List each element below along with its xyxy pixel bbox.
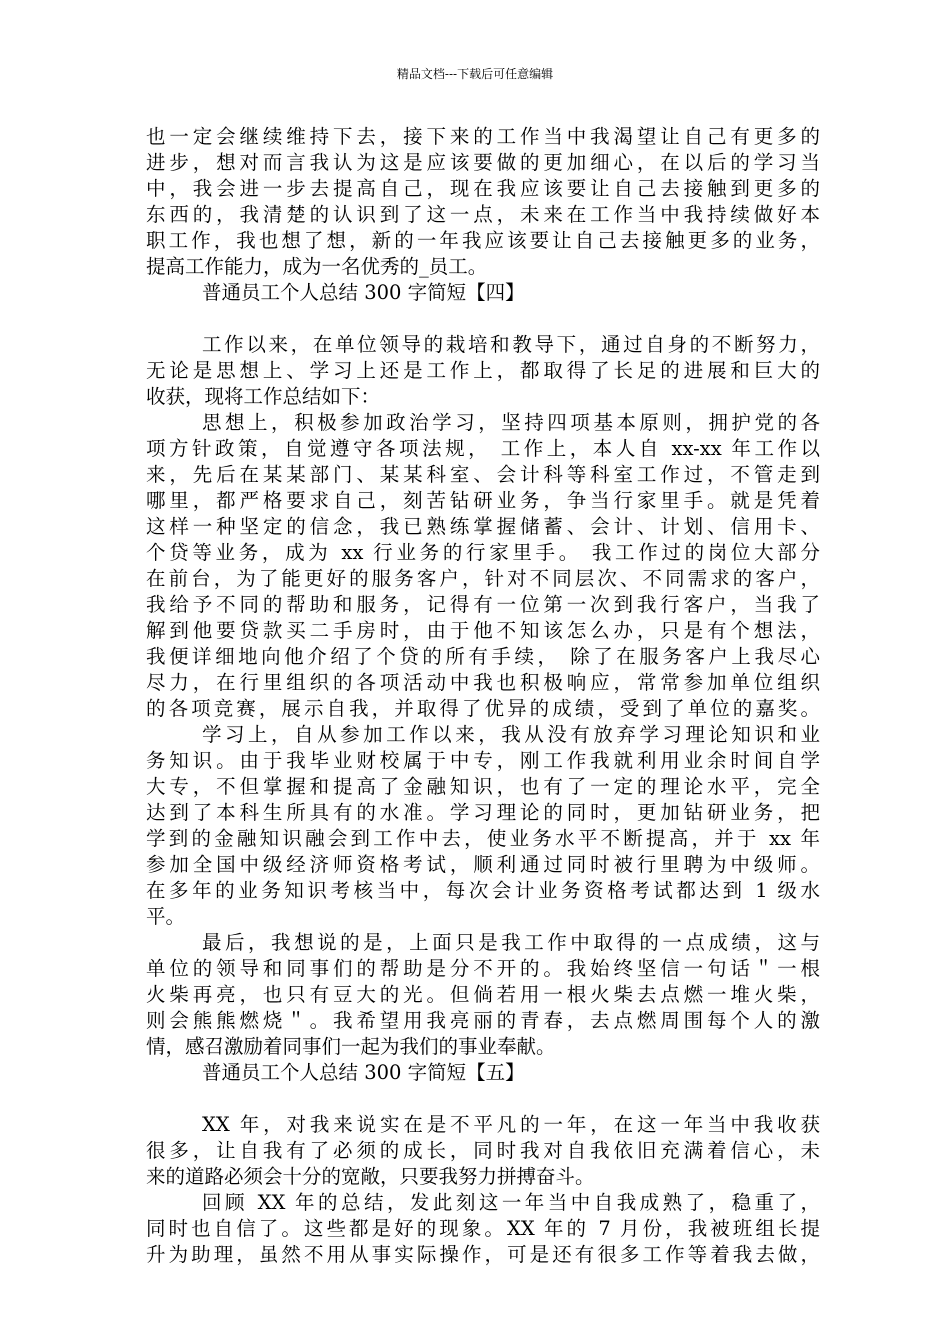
- text-line: 情，感召激励着同事们一起为我们的事业奉献。: [146, 1035, 556, 1058]
- text-line: 单位的领导和同事们的帮助是分不开的。我始终坚信一句话＂一根: [146, 957, 820, 980]
- text-line: 职工作，我也想了想，新的一年我应该要让自己去接触更多的业务，: [146, 229, 820, 252]
- text-line: 来的道路必须会十分的宽敞，只要我努力拼搏奋斗。: [146, 1165, 595, 1188]
- text-line: 进步，想对而言我认为这是应该要做的更加细心，在以后的学习当: [146, 151, 820, 174]
- blank-line: [146, 306, 820, 332]
- text-line: 无论是思想上、学习上还是工作上，都取得了长足的进展和巨大的: [146, 359, 820, 382]
- text-line: 我便详细地向他介绍了个贷的所有手续， 除了在服务客户上我尽心: [146, 645, 820, 668]
- text-line: 火柴再亮，也只有豆大的光。但倘若用一根火柴去点燃一堆火柴，: [146, 983, 820, 1006]
- text-line: XX 年，对我来说实在是不平凡的一年，在这一年当中我收获: [202, 1113, 820, 1136]
- text-line: 中，我会进一步去提高自己，现在我应该要让自己去接触到更多的: [146, 177, 820, 200]
- text-line: 项方针政策，自觉遵守各项法规， 工作上，本人自 xx-xx 年工作以: [146, 437, 820, 460]
- text-line: 东西的，我清楚的认识到了这一点，未来在工作当中我持续做好本: [146, 203, 820, 226]
- text-line: 思想上，积极参加政治学习，坚持四项基本原则，拥护党的各: [202, 411, 820, 434]
- text-line: 也一定会继续维持下去，接下来的工作当中我渴望让自己有更多的: [146, 125, 820, 148]
- page-header: 精品文档---下载后可任意编辑: [396, 67, 554, 81]
- text-line: 的各项竞赛，展示自我，并取得了优异的成绩，受到了单位的嘉奖。: [146, 697, 820, 720]
- text-line: 哪里，都严格要求自己，刻苦钻研业务，争当行家里手。就是凭着: [146, 489, 820, 512]
- text-line: 我给予不同的帮助和服务，记得有一位第一次到我行客户，当我了: [146, 593, 820, 616]
- text-line: 务知识。由于我毕业财校属于中专，刚工作我就利用业余时间自学: [146, 749, 820, 772]
- text-line: 个贷等业务，成为 xx 行业务的行家里手。 我工作过的岗位大部分: [146, 541, 820, 564]
- text-line: 学习上，自从参加工作以来，我从没有放弃学习理论知识和业: [202, 723, 820, 746]
- text-line: 提高工作能力，成为一名优秀的_员工。: [146, 255, 488, 278]
- text-line: 参加全国中级经济师资格考试，顺利通过同时被行里聘为中级师。: [146, 853, 820, 876]
- text-line: 这样一种坚定的信念，我已熟练掌握储蓄、会计、计划、信用卡、: [146, 515, 820, 538]
- text-line: 尽力，在行里组织的各项活动中我也积极响应，常常参加单位组织: [146, 671, 820, 694]
- text-line: 大专，不但掌握和提高了金融知识，也有了一定的理论水平，完全: [146, 775, 820, 798]
- section-heading: 普通员工个人总结 300 字简短【五】: [202, 1061, 525, 1084]
- text-line: 工作以来，在单位领导的栽培和教导下，通过自身的不断努力，: [202, 333, 820, 356]
- text-line: 收获，现将工作总结如下：: [146, 385, 381, 408]
- section-heading: 普通员工个人总结 300 字简短【四】: [202, 281, 525, 304]
- text-line: 在前台，为了能更好的服务客户，针对不同层次、不同需求的客户，: [146, 567, 820, 590]
- text-line: 解到他要贷款买二手房时，由于他不知该怎么办，只是有个想法，: [146, 619, 820, 642]
- text-line: 平。: [146, 905, 186, 928]
- text-line: 回顾 XX 年的总结，发此刻这一年当中自我成熟了，稳重了，: [202, 1191, 820, 1214]
- text-line: 则会熊熊燃烧＂。我希望用我亮丽的青春，去点燃周围每个人的激: [146, 1009, 820, 1032]
- text-line: 在多年的业务知识考核当中，每次会计业务资格考试都达到 1 级水: [146, 879, 820, 902]
- text-line: 升为助理，虽然不用从事实际操作，可是还有很多工作等着我去做，: [146, 1243, 820, 1266]
- text-line: 来，先后在某某部门、某某科室、会计科等科室工作过，不管走到: [146, 463, 820, 486]
- text-line: 同时也自信了。这些都是好的现象。XX 年的 7 月份，我被班组长提: [146, 1217, 820, 1240]
- text-line: 学到的金融知识融会到工作中去，使业务水平不断提高，并于 xx 年: [146, 827, 820, 850]
- text-line: 最后，我想说的是，上面只是我工作中取得的一点成绩，这与: [202, 931, 820, 954]
- document-body: [146, 124, 820, 1268]
- text-line: 达到了本科生所具有的水准。学习理论的同时，更加钻研业务，把: [146, 801, 820, 824]
- blank-line: [146, 1086, 820, 1112]
- text-line: 很多，让自我有了必须的成长，同时我对自我依旧充满着信心，未: [146, 1139, 820, 1162]
